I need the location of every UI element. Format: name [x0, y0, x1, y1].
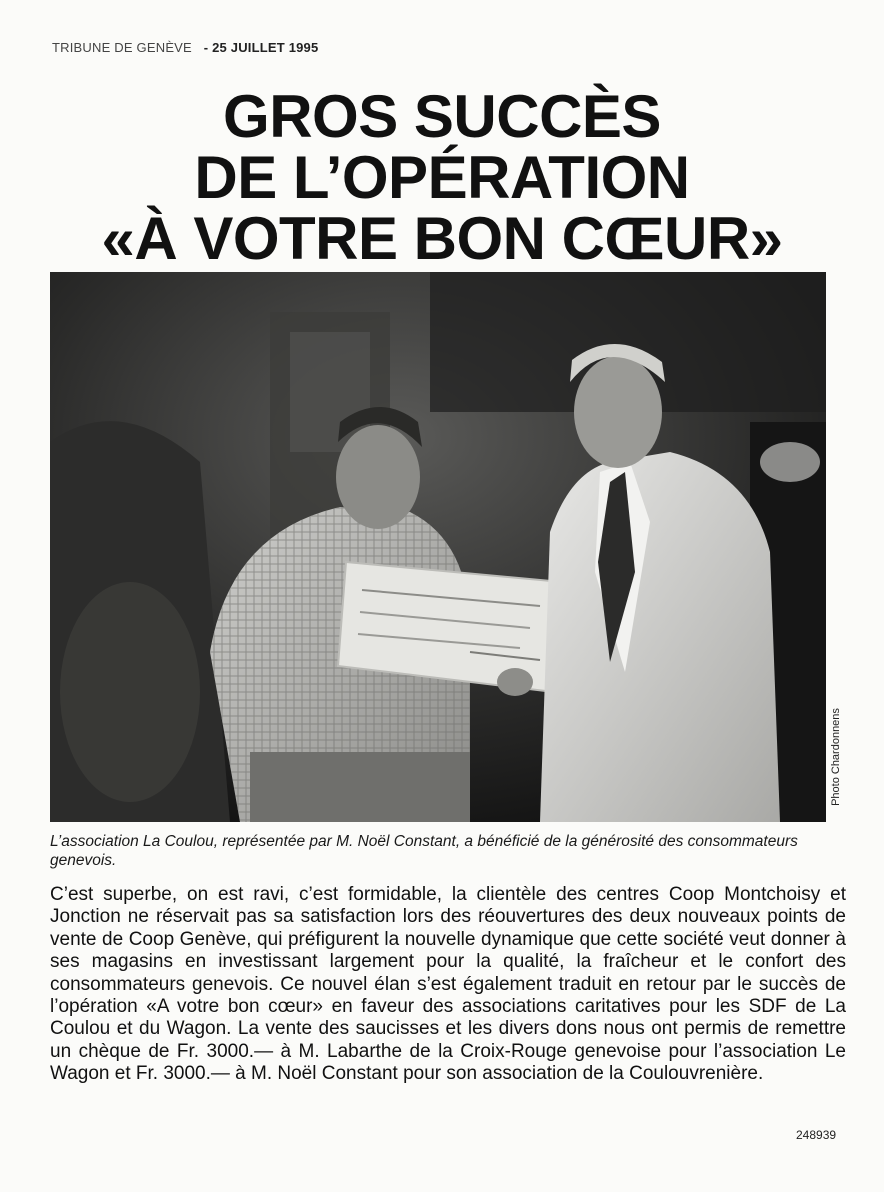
headline-line-2: DE L’OPÉRATION	[194, 144, 690, 211]
photo-illustration	[50, 272, 826, 822]
article-body: C’est superbe, on est ravi, c’est formidable, la clientèle des centres Coop Montchoisy et Jonction ne réservait pas sa satisfaction lors des réouvertures des deux nouveaux points de vente de Coop Genève, qui préfigurent la nouvelle dynamique que cette société veut donner à ses magasins en investissant largement pour la qualité, la fraîcheur et le confort des consommateurs genevois. Ce nouvel élan s’est également traduit en retour par le succès de l’opération «A votre bon cœur» en faveur des associations caritatives pour les SDF de La Coulou et du Wagon. La vente des saucisses et les divers dons nous ont permis de remettre un chèque de Fr. 3000.— à M. Labarthe de la Croix-Rouge genevoise pour l’association Le Wagon et Fr. 3000.— à M. Noël Constant pour son association de la Coulouvrenière.	[50, 884, 846, 1085]
photo-caption: L’association La Coulou, représentée par M. Noël Constant, a bénéficié de la générosité des consommateurs genevois.	[50, 833, 798, 869]
photo-credit	[826, 692, 846, 822]
headline	[40, 83, 844, 272]
headline-line-1: GROS SUCCÈS	[223, 83, 661, 150]
newspaper-name: TRIBUNE DE GENÈVE	[52, 40, 192, 55]
masthead	[52, 40, 318, 55]
headline-line-3: «À VOTRE BON CŒUR»	[101, 205, 783, 272]
publication-date: - 25 JUILLET 1995	[203, 40, 319, 55]
news-photo	[50, 272, 826, 822]
reference-number: 248939	[796, 1128, 837, 1142]
photo-credit-text: Photo Chardonnens	[830, 708, 842, 806]
